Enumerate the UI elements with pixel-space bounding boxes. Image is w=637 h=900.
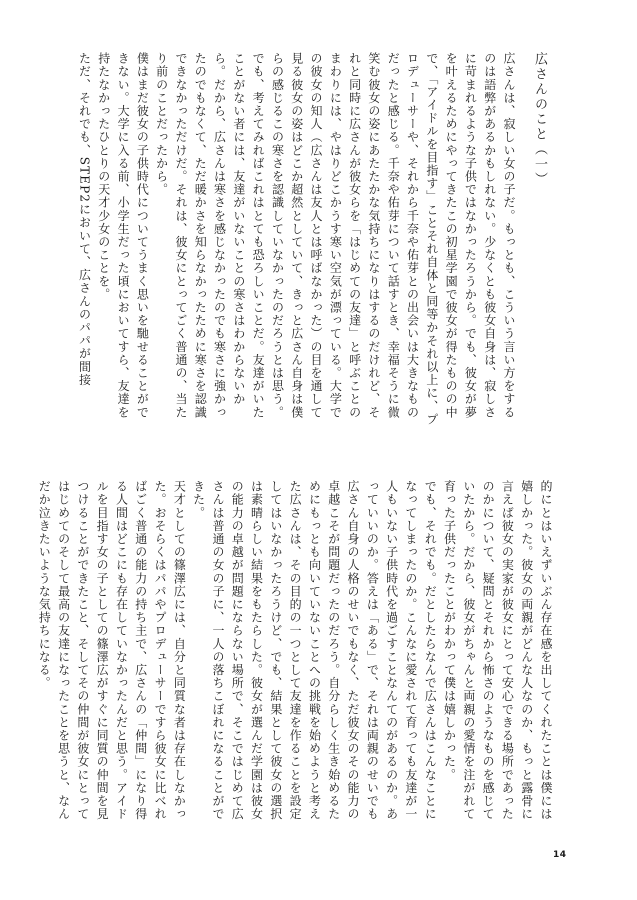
paragraph: 天才としての篠澤広には、自分と同質な者は存在しなかった。おそらくはパパやプロデューサーですら彼女に比べればごく普通の能力の持ち主で、広さんの「仲間」になり得る人間はどこにも存在していなかったんだと思う。アイドルを目指す女の子としての篠澤広がすぐに同質の仲間を見つけることができたこと、そしてその仲間が彼女にとってはじめてのそして最高の友達になったことを思うと、なんだか泣きたいような気持ちになる。	[37, 480, 187, 821]
paragraph: 的にとはいえずいぶん存在感を出してくれたことは僕には嬉しかった。彼女の両親がどんな人なのか、もっと露骨に言えば彼女の実家が彼女にとって安心できる場所であったのかについて、疑問とそれから怖さのようなものを感じていたから。だから、彼女がちゃんと両親の愛情を注がれて育った子供だったことがわかって僕は嬉しかった。	[442, 480, 553, 821]
paragraph: ただ、それでも、STEP2において、広さんのパパが間接	[77, 52, 92, 387]
section-title: 広さんのこと（一）	[532, 52, 547, 187]
text-block-lower	[37, 480, 555, 830]
paragraph: でも、それでも。だとしたらなんで広さんはこんなことになってしまったのか。こんなに愛されて育っても友達が一人もいない子供時代を過ごすことなんてのがあるのか。あっていいのか。答えは「ある」で、それは両親のせいでも広さん自身の人格のせいでもなく、ただ彼女のその能力の卓越こそが問題だったのだろう。自分らしく生き始めるためにもっとも向いていないことへの挑戦を始めようと考えた広さんは、その目的の一つとして友達を作ることを設定してはいなかったろうけど、でも、結果として彼女の選択は素晴らしい結果をもたらした。彼女が選んだ学園は彼女の能力の卓越が問題にならない場所で、そこではじめて広さんは普通の女の子に、一人の落ちこぼれになることができた。	[191, 480, 438, 821]
page-number: 14	[553, 850, 567, 860]
text-block-upper	[77, 52, 518, 430]
paragraph: 広さんは、寂しい女の子だ。もっとも、こういう言い方をするのは語弊があるかもしれない。少なくとも彼女自身は、寂しさに苛まれるような子供ではなかったろうから。でも、彼女が夢を叶えるためにやってきたこの初星学園で彼女が得たものの中で、「アイドルを目指す」ことそれ自体と同等かそれ以上に、プロデューサーや、それから千奈や佑芽との出会いは大きなものだったと感じる。千奈や佑芽について話すとき、幸福そうに微笑む彼女の姿にあたたかな気持ちになりはするのだけれど、それと同時に広さんが彼女らを「はじめての友達」と呼ぶことのまわりには、やはりどこかうす寒い空気が漂っている。大学での彼女の知人（広さんは友人とは呼ばなかった）の目を通して見る彼女の姿はどこか超然としていて、きっと広さん自身は僕らの感じるこの寒さを認識していなかったのだろうとは思う。	[270, 52, 516, 426]
paragraph: でも、考えてみればこれはとても恐ろしいことだ。友達がいたことがない者には、友達がいないことの寒さはわからないから。だから、広さんは寒さを感じなかったのでも寒さに強かったのでもなくて、ただ暖かさを知らなかったために寒さを認識できなかっただけだ。それは、彼女にとってごく普通の、当たり前のことだったから。	[154, 52, 266, 419]
paragraph: 僕はまだ彼女の子供時代についてうまく思いを馳せることができない。大学に入る前、小学生だった頃においてすら、友達を持たなかったひとりの天才少女のことを。	[96, 52, 150, 419]
